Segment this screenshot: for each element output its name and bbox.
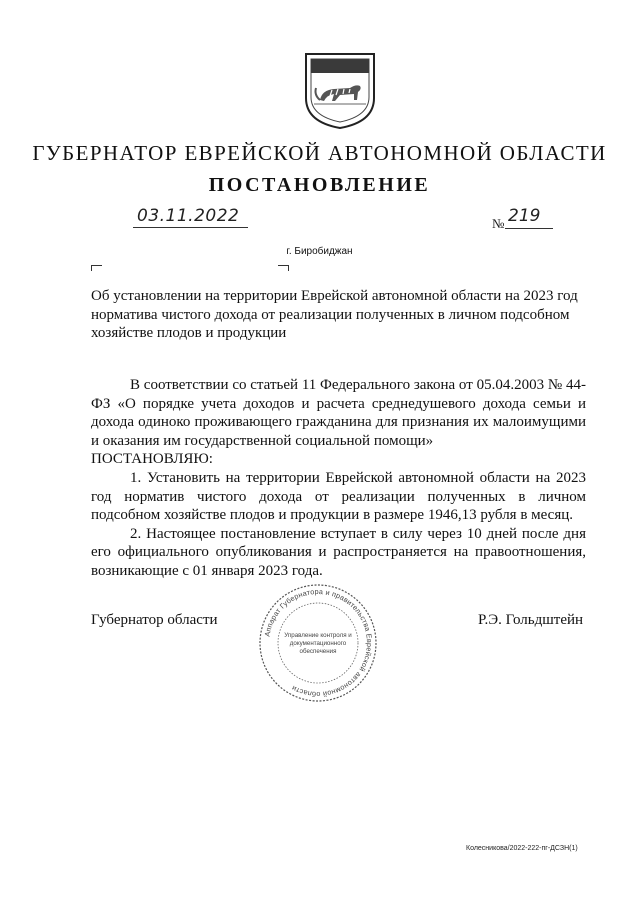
stamp-outer-text: Аппарат Губернатора и правительства Еврейской автономной области bbox=[262, 586, 375, 700]
official-stamp bbox=[257, 582, 379, 704]
document-subject: Об установлении на территории Еврейской автономной области на 2023 год норматива чистого дохода от реализации полученных в личном подсобном хозяйстве плодов и продукции bbox=[91, 288, 578, 341]
number-underline bbox=[505, 228, 553, 229]
document-type-title: ПОСТАНОВЛЕНИЕ bbox=[208, 174, 431, 196]
signatory-position: Губернатор области bbox=[91, 612, 218, 628]
stamp-inner-line-1: Управление контроля и bbox=[284, 632, 352, 639]
city-label: г. Биробиджан bbox=[286, 246, 353, 257]
item-2-paragraph: 2. Настоящее постановление вступает в силу через 10 дней после дня его официального опубликования и распространяется на правоотношения, возникающие с 01 января 2023 года. bbox=[91, 525, 586, 579]
number-label: № bbox=[492, 216, 505, 231]
subject-bracket-right bbox=[278, 265, 289, 271]
issuing-authority: ГУБЕРНАТОР ЕВРЕЙСКОЙ АВТОНОМНОЙ ОБЛАСТИ bbox=[32, 141, 607, 165]
document-date: 03.11.2022 bbox=[137, 206, 240, 226]
stamp-inner-line-2: документационного bbox=[289, 640, 347, 647]
preamble-paragraph: В соответствии со статьей 11 Федерального закона от 05.04.2003 № 44-ФЗ «О порядке учета доходов и расчета среднедушевого дохода семьи и дохода одиноко проживающего гражданина для признания их малоимущими и оказания им государственной социальной помощи» bbox=[91, 377, 586, 449]
resolve-heading: ПОСТАНОВЛЯЮ: bbox=[91, 451, 213, 468]
document-number: 219 bbox=[508, 206, 541, 226]
document-body bbox=[91, 376, 586, 581]
subject-bracket-left bbox=[91, 265, 102, 271]
item-1-paragraph: 1. Установить на территории Еврейской автономной области на 2023 год норматив чистого дохода от реализации полученных в личном подсобном хозяйстве плодов и продукции в размере 1946,13 рубля в месяц. bbox=[91, 469, 586, 524]
signatory-name: Р.Э. Гольдштейн bbox=[478, 612, 584, 628]
coat-of-arms-tiger-icon bbox=[300, 48, 380, 130]
document-reference: Колесникова/2022-222-пг-ДСЗН(1) bbox=[466, 845, 578, 852]
stamp-inner-line-3: обеспечения bbox=[299, 648, 337, 655]
date-underline bbox=[133, 227, 248, 228]
